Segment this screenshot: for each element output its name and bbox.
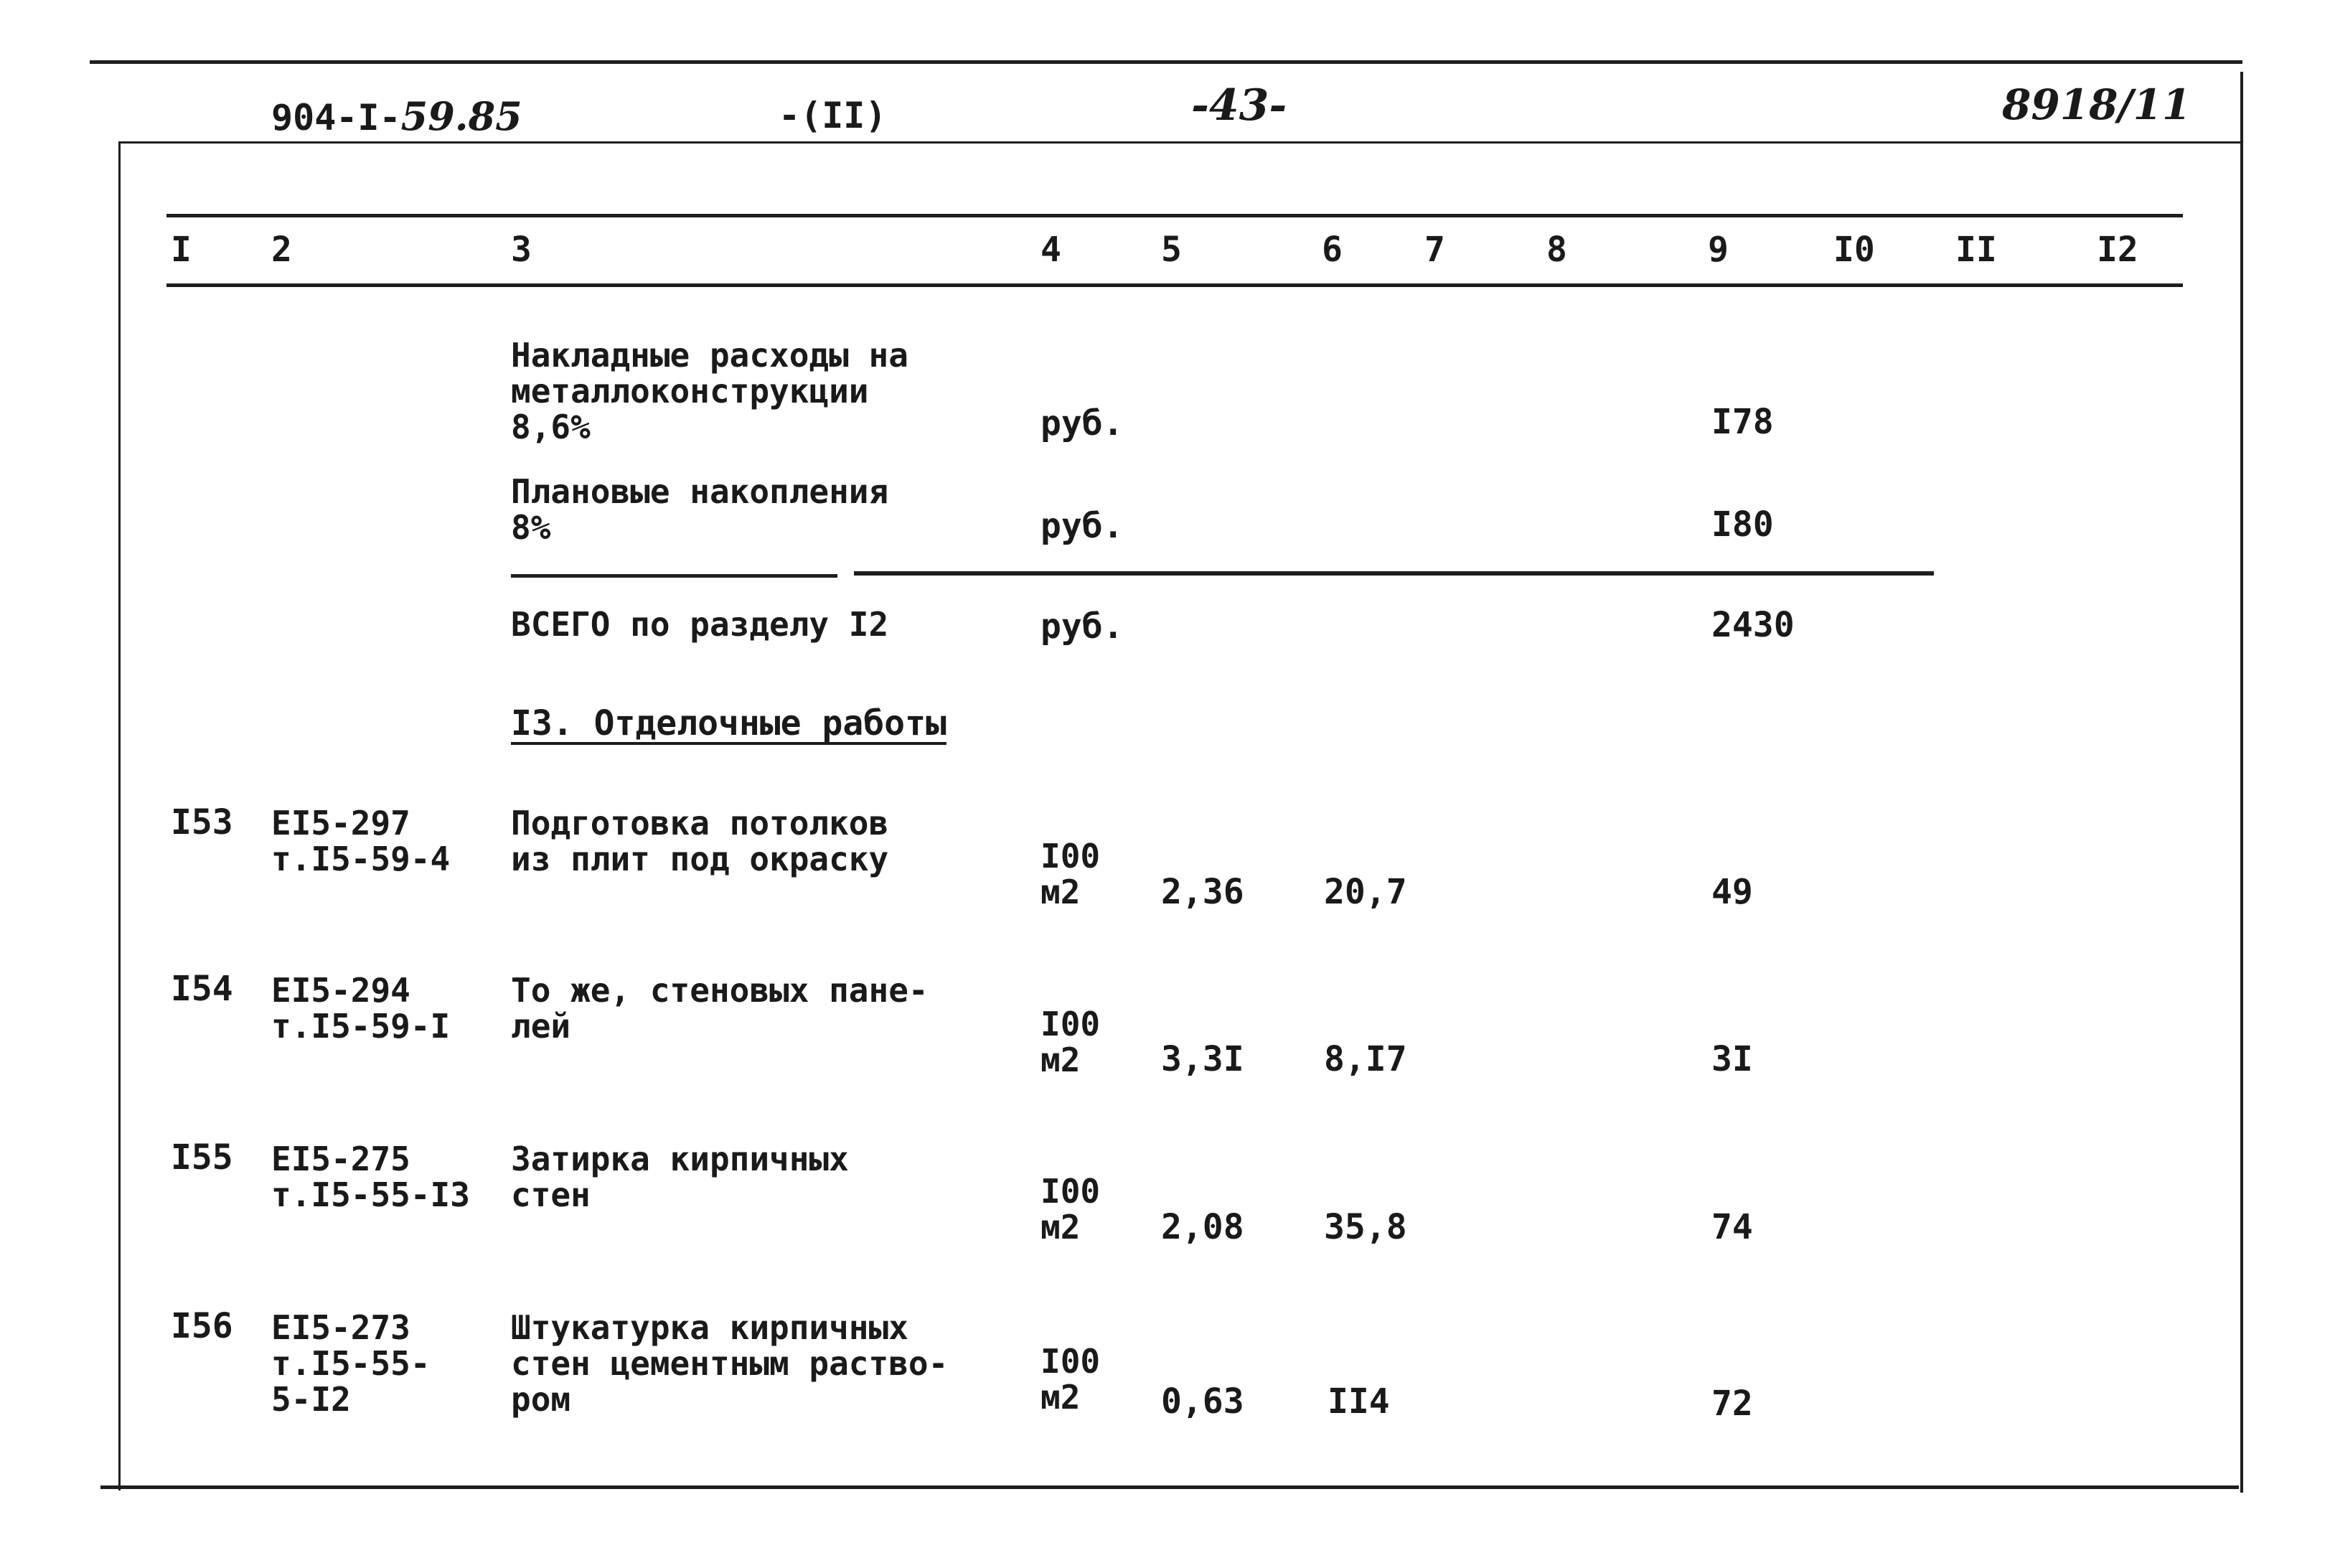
doc-code-printed: 904-I- [271, 97, 401, 139]
row-156-code-line-1: EI5-273 [271, 1308, 410, 1347]
summary-row-1-line-1: Накладные расходы на [511, 336, 908, 375]
row-156-unit-line-1: I00 [1040, 1342, 1101, 1381]
column-header-2: 2 [271, 230, 292, 270]
row-154-description-line-2: лей [511, 1007, 571, 1046]
summary-row-1-line-2: металлоконструкции [511, 372, 869, 410]
summary-row-1-line-3: 8,6% [511, 408, 591, 446]
row-154-number: I54 [171, 969, 233, 1009]
row-153-unit-line-1: I00 [1040, 837, 1101, 875]
row-154-code [271, 972, 450, 1044]
row-154-price: 8,I7 [1324, 1039, 1407, 1079]
row-156-unit-line-2: м2 [1040, 1378, 1081, 1417]
column-header-10: I0 [1833, 230, 1875, 270]
row-156-description [511, 1310, 948, 1417]
column-header-12: I2 [2097, 230, 2138, 270]
summary-row-2-total: I80 [1711, 504, 1774, 545]
total-separator-line-right [854, 571, 1934, 576]
row-154-quantity: 3,3I [1161, 1039, 1244, 1079]
row-154-code-line-1: EI5-294 [271, 971, 410, 1010]
row-155-unit-line-1: I00 [1040, 1172, 1101, 1211]
column-header-7: 7 [1424, 230, 1445, 270]
row-155-code-line-2: т.I5-55-I3 [271, 1175, 470, 1214]
row-153-description [511, 805, 888, 877]
row-156-quantity: 0,63 [1161, 1381, 1244, 1422]
row-154-unit [1040, 1006, 1100, 1078]
column-header-11: II [1955, 230, 1997, 270]
doc-code [271, 93, 522, 139]
row-154-description-line-1: То же, стеновых пане- [511, 971, 929, 1010]
row-156-code [271, 1310, 431, 1417]
row-156-price: II4 [1328, 1381, 1390, 1422]
row-156-description-line-2: стен цементным раство- [511, 1344, 949, 1383]
left-border [118, 141, 121, 1490]
row-153-code-line-2: т.I5-59-4 [271, 840, 451, 878]
column-header-bottom-line [166, 283, 2183, 287]
row-155-unit-line-2: м2 [1040, 1208, 1081, 1247]
row-153-quantity: 2,36 [1161, 872, 1244, 912]
row-154-unit-line-1: I00 [1040, 1005, 1101, 1043]
row-154-code-line-2: т.I5-59-I [271, 1007, 451, 1046]
row-153-description-line-2: из плит под окраску [511, 840, 889, 878]
row-156-description-line-1: Штукатурка кирпичных [511, 1308, 908, 1347]
row-155-code-line-1: EI5-275 [271, 1140, 410, 1178]
summary-row-1-unit: руб. [1040, 403, 1124, 443]
row-156-number: I56 [171, 1306, 233, 1346]
top-border-line [90, 60, 2242, 64]
total-separator-line-left [511, 574, 837, 578]
summary-row-1-description [511, 337, 908, 445]
summary-row-2-unit: руб. [1040, 506, 1124, 546]
page-number: -43- [1191, 80, 1287, 131]
row-153-unit [1040, 838, 1100, 910]
row-153-description-line-1: Подготовка потолков [511, 804, 889, 842]
column-header-9: 9 [1708, 230, 1729, 270]
summary-row-2-line-2: 8% [511, 508, 551, 547]
section-total-description: ВСЕГО по разделу I2 [511, 605, 889, 644]
column-header-1: I [171, 230, 192, 270]
row-153-unit-line-2: м2 [1040, 873, 1081, 911]
sheet-ref: -(II) [779, 95, 887, 136]
column-header-8: 8 [1546, 230, 1567, 270]
row-156-description-line-3: ром [511, 1380, 571, 1419]
row-155-total: 74 [1711, 1207, 1753, 1247]
row-153-price: 20,7 [1324, 872, 1407, 912]
row-154-total: 3I [1711, 1039, 1753, 1079]
row-153-number: I53 [171, 802, 233, 842]
row-153-total: 49 [1711, 872, 1753, 912]
row-154-unit-line-2: м2 [1040, 1041, 1081, 1079]
row-154-description [511, 972, 929, 1044]
column-header-5: 5 [1161, 230, 1182, 270]
section-title: I3. Отделочные работы [511, 703, 946, 743]
row-155-number: I55 [171, 1137, 233, 1178]
summary-row-2-description [511, 474, 888, 545]
row-156-unit [1040, 1343, 1100, 1415]
column-header-3: 3 [511, 230, 532, 270]
section-total-value: 2430 [1711, 605, 1795, 645]
row-156-total: 72 [1711, 1384, 1753, 1424]
doc-code-handwritten: 59.85 [400, 93, 522, 139]
bottom-border-line [100, 1485, 2239, 1489]
row-155-unit [1040, 1173, 1100, 1245]
row-156-code-line-3: 5-I2 [271, 1380, 351, 1419]
row-155-price: 35,8 [1324, 1207, 1407, 1247]
row-156-code-line-2: т.I5-55- [271, 1344, 431, 1383]
row-153-code [271, 805, 450, 877]
row-155-description-line-1: Затирка кирпичных [511, 1140, 849, 1178]
column-header-top-line [166, 214, 2183, 217]
summary-row-2-line-1: Плановые накопления [511, 472, 889, 511]
summary-row-1-total: I78 [1711, 402, 1774, 442]
row-155-description [511, 1141, 849, 1213]
row-155-quantity: 2,08 [1161, 1207, 1244, 1247]
stamp-number: 8918/11 [2002, 80, 2192, 129]
section-total-unit: руб. [1040, 606, 1124, 647]
column-header-6: 6 [1322, 230, 1343, 270]
header-underline [118, 141, 2242, 144]
row-155-code [271, 1141, 470, 1213]
column-header-4: 4 [1040, 230, 1061, 270]
row-155-description-line-2: стен [511, 1175, 591, 1214]
right-border [2240, 72, 2243, 1493]
row-153-code-line-1: EI5-297 [271, 804, 410, 842]
